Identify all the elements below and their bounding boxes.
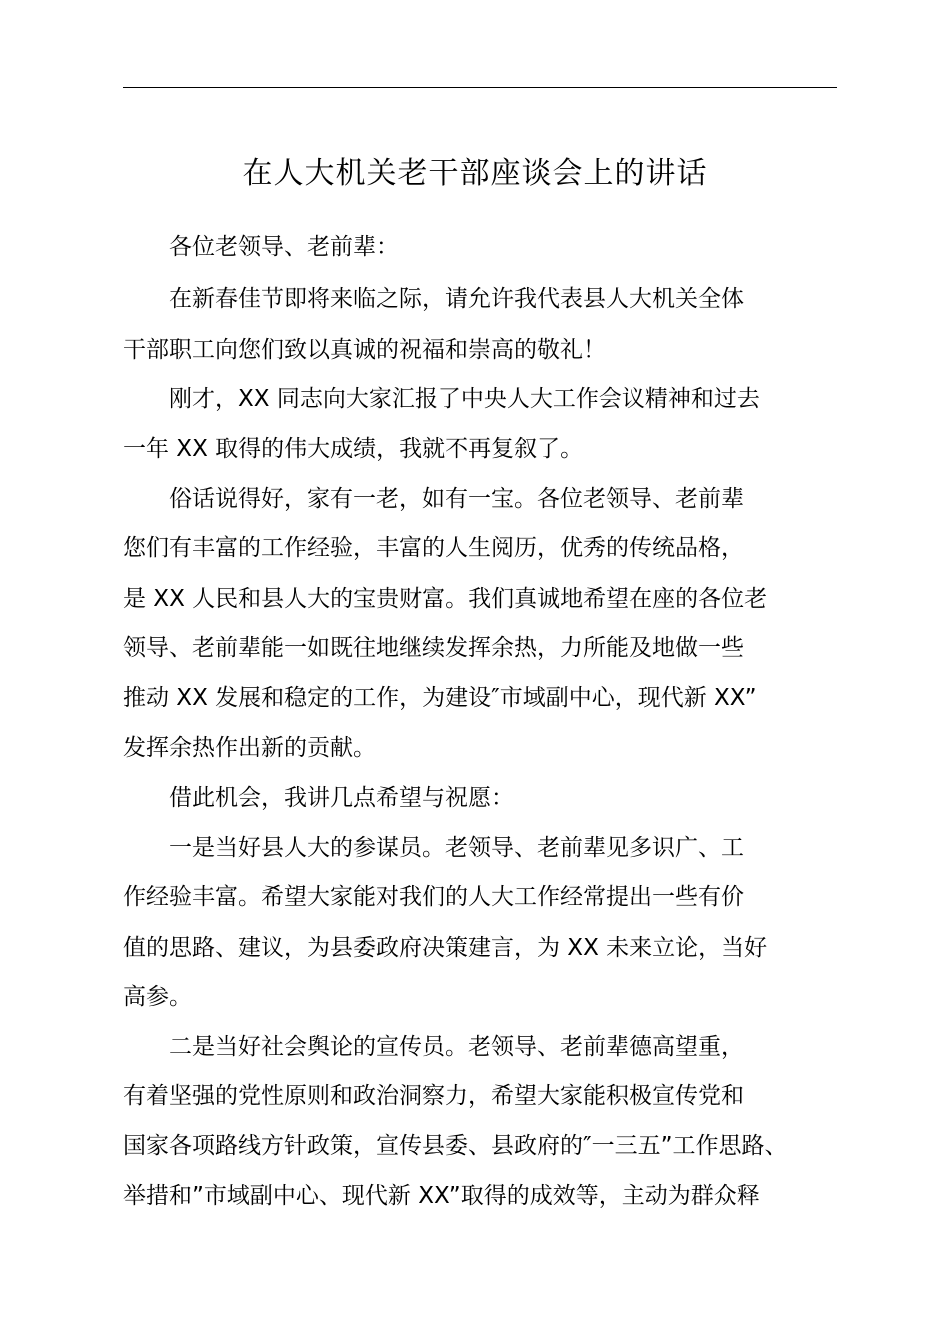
paragraph-line: 借此机会，我讲几点希望与祝愿： — [123, 785, 514, 811]
paragraph-line: 一年 XX 取得的伟大成绩，我就不再复叙了。 — [123, 436, 584, 462]
paragraph-line: 刚才，XX 同志向大家汇报了中央人大工作会议精神和过去 — [123, 386, 760, 412]
paragraph-line: 二是当好社会舆论的宣传员。老领导、老前辈德高望重， — [123, 1034, 744, 1060]
paragraph-line: 是 XX 人民和县人大的宝贵财富。我们真诚地希望在座的各位老 — [123, 586, 768, 612]
document-title: 在人大机关老干部座谈会上的讲话 — [242, 156, 708, 191]
paragraph-line: 各位老领导、老前辈： — [123, 234, 399, 260]
paragraph-line: 您们有丰富的工作经验，丰富的人生阅历，优秀的传统品格， — [123, 535, 744, 561]
paragraph-line: 高参。 — [123, 984, 192, 1010]
paragraph-line: 领导、老前辈能一如既往地继续发挥余热，力所能及地做一些 — [123, 635, 744, 661]
paragraph-line: 值的思路、建议，为县委政府决策建言，为 XX 未来立论，当好 — [123, 935, 768, 961]
header-rule — [123, 87, 837, 88]
paragraph-line: 俗话说得好，家有一老，如有一宝。各位老领导、老前辈 — [123, 486, 744, 512]
paragraph-line: 干部职工向您们致以真诚的祝福和崇高的敬礼！ — [123, 337, 606, 363]
paragraph-line: 一是当好县人大的参谋员。老领导、老前辈见多识广、工 — [123, 835, 744, 861]
paragraph-line: 国家各项路线方针政策，宣传县委、县政府的″一三五”工作思路、 — [123, 1133, 788, 1159]
paragraph-line: 有着坚强的党性原则和政治洞察力，希望大家能积极宣传党和 — [123, 1083, 744, 1109]
paragraph-line: 作经验丰富。希望大家能对我们的人大工作经常提出一些有价 — [123, 884, 744, 910]
paragraph-line: 在新春佳节即将来临之际，请允许我代表县人大机关全体 — [123, 286, 744, 312]
paragraph-line: 发挥余热作出新的贡献。 — [123, 735, 376, 761]
paragraph-line: 推动 XX 发展和稳定的工作，为建设″市域副中心，现代新 XX” — [123, 685, 757, 711]
paragraph-line: 举措和”市域副中心、现代新 XX”取得的成效等，主动为群众释 — [123, 1183, 760, 1209]
